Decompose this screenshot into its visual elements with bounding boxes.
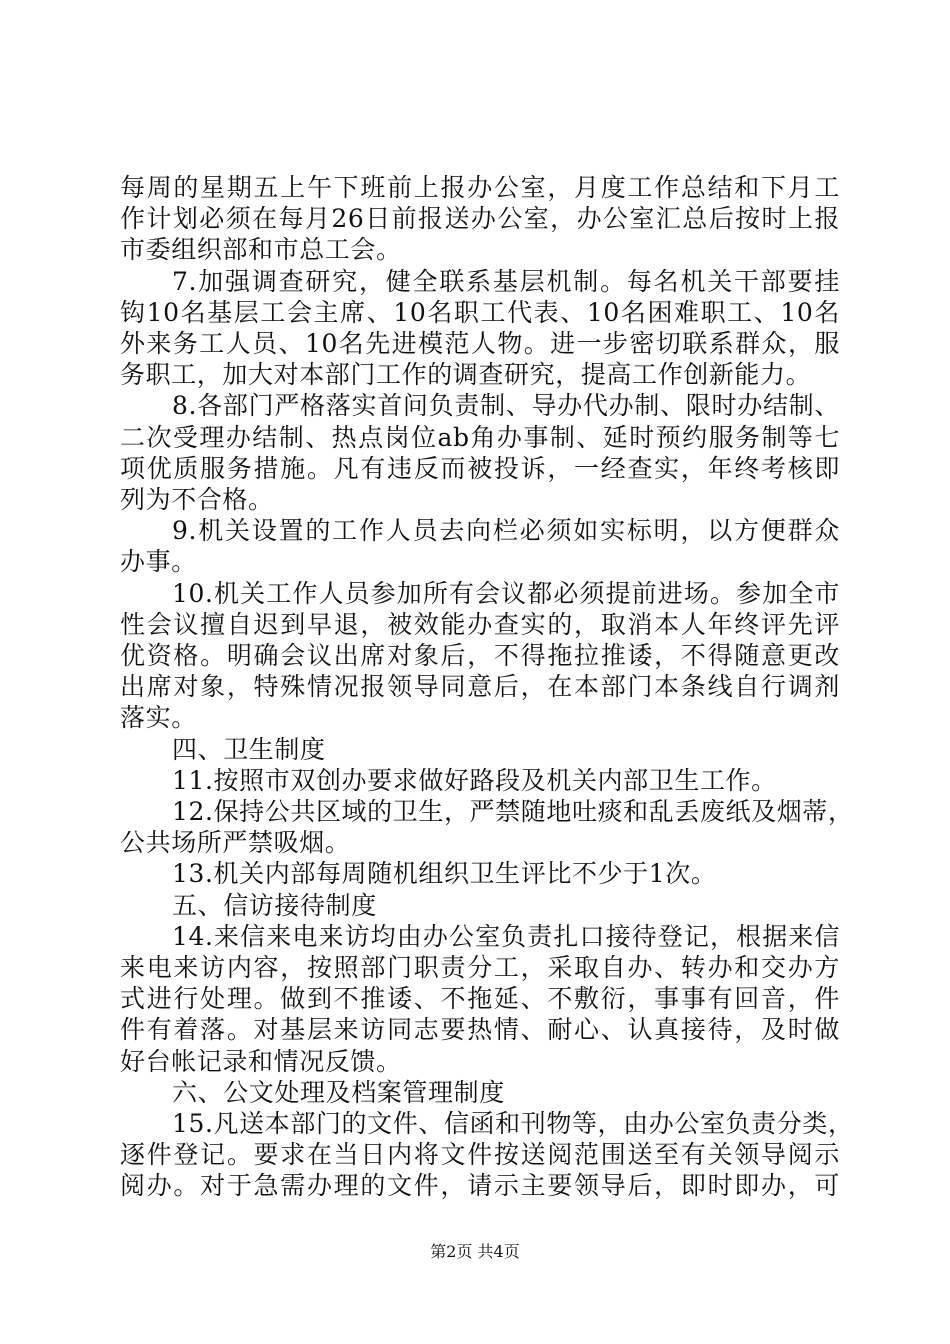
text-line: 出席对象，特殊情况报领导同意后，在本部门本条线自行调剂 — [120, 672, 840, 702]
text-line: 性会议擅自迟到早退，被效能办查实的，取消本人年终评先评 — [120, 609, 840, 639]
text-line: 11.按照市双创办要求做好路段及机关内部卫生工作。 — [172, 765, 777, 795]
text-line: 务职工，加大对本部门工作的调查研究，提高工作创新能力。 — [120, 360, 812, 390]
text-line: 市委组织部和市总工会。 — [120, 235, 402, 265]
text-line: 外来务工人员、10名先进模范人物。进一步密切联系群众，服 — [120, 329, 840, 358]
page-number: 第2页 共4页 — [430, 1242, 520, 1261]
text-line: 13.机关内部每周随机组织卫生评比不少于1次。 — [172, 859, 717, 889]
text-line: 钩10名基层工会主席、10名职工代表、10名困难职工、10名 — [120, 297, 840, 327]
text-line: 式进行处理。做到不推诿、不拖延、不敷衍，事事有回音，件 — [120, 984, 840, 1014]
text-line: 逐件登记。要求在当日内将文件按送阅范围送至有关领导阅示 — [120, 1140, 840, 1170]
text-line: 10.机关工作人员参加所有会议都必须提前进场。参加全市 — [172, 578, 840, 608]
text-line: 好台帐记录和情况反馈。 — [120, 1046, 402, 1076]
text-line: 公共场所严禁吸烟。 — [120, 828, 351, 858]
section-heading: 六、公文处理及档案管理制度 — [172, 1077, 505, 1107]
text-line: 7.加强调查研究，健全联系基层机制。每名机关干部要挂 — [172, 266, 840, 296]
text-line: 15.凡送本部门的文件、信函和刊物等，由办公室负责分类， — [172, 1109, 854, 1138]
text-line: 办事。 — [120, 547, 197, 577]
text-line: 每周的星期五上午下班前上报办公室，月度工作总结和下月工 — [120, 173, 840, 202]
text-line: 9.机关设置的工作人员去向栏必须如实标明，以方便群众 — [172, 516, 840, 546]
text-line: 二次受理办结制、热点岗位ab角办事制、延时预约服务制等七 — [120, 422, 840, 452]
text-line: 项优质服务措施。凡有违反而被投诉，一经查实，年终考核即 — [120, 453, 840, 483]
text-line: 作计划必须在每月26日前报送办公室，办公室汇总后按时上报 — [120, 204, 840, 234]
text-line: 8.各部门严格落实首问负责制、导办代办制、限时办结制、 — [172, 391, 840, 421]
section-heading: 四、卫生制度 — [172, 734, 326, 764]
text-line: 14.来信来电来访均由办公室负责扎口接待登记，根据来信 — [172, 921, 840, 951]
text-line: 来电来访内容，按照部门职责分工，采取自办、转办和交办方 — [120, 953, 840, 982]
text-line: 12.保持公共区域的卫生，严禁随地吐痰和乱丢废纸及烟蒂， — [172, 797, 854, 826]
section-heading: 五、信访接待制度 — [172, 890, 377, 920]
text-line: 件有着落。对基层来访同志要热情、耐心、认真接待，及时做 — [120, 1015, 840, 1045]
text-line: 落实。 — [120, 703, 197, 733]
text-line: 优资格。明确会议出席对象后，不得拖拉推诿，不得随意更改 — [120, 641, 840, 670]
text-line: 列为不合格。 — [120, 485, 274, 514]
text-line: 阅办。对于急需办理的文件，请示主要领导后，即时即办，可 — [120, 1171, 840, 1201]
